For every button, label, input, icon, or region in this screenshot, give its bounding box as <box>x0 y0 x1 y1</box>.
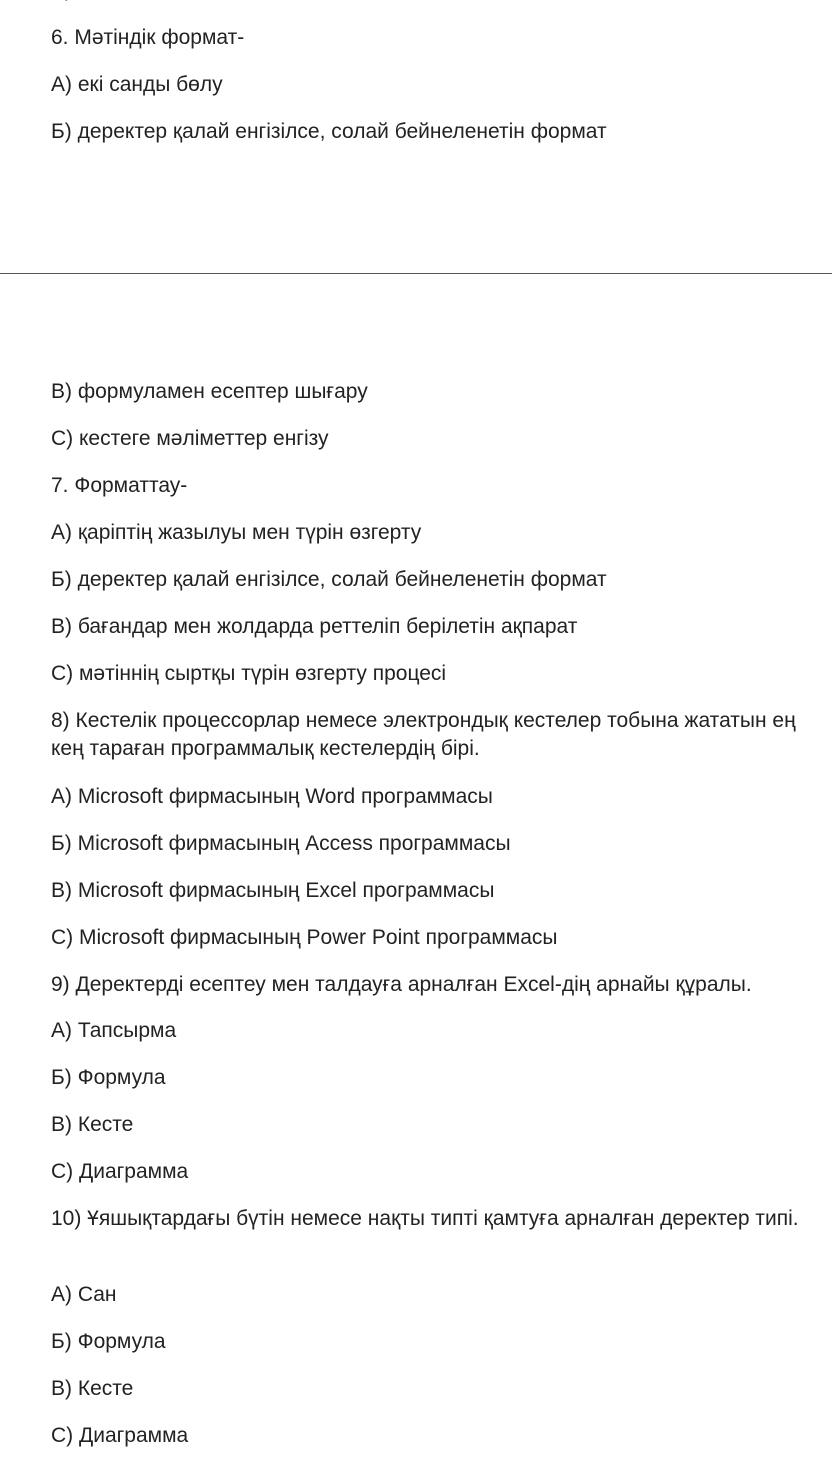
question-7-option-b: Б) деректер қалай енгізілсе, солай бейнеленетін формат <box>51 568 607 591</box>
question-6-option-c: С) кестеге мәліметтер енгізу <box>51 427 329 450</box>
question-10-option-c: С) Диаграмма <box>51 1424 189 1447</box>
question-6-option-a: А) екі санды бөлу <box>51 73 223 96</box>
question-7: 7. Форматтау- <box>51 474 188 497</box>
question-8-option-c: С) Microsoft фирмасының Power Point программасы <box>51 926 558 949</box>
question-10-option-v: В) Кесте <box>51 1377 134 1400</box>
question-6: 6. Мәтіндік формат- <box>51 26 245 49</box>
question-10: 10) Ұяшықтардағы бүтін немесе нақты типті қамтуға арналған деректер типі. <box>51 1207 799 1230</box>
question-9-option-a: А) Тапсырма <box>51 1019 177 1042</box>
question-7-option-a: А) қаріптің жазылуы мен түрін өзгерту <box>51 521 422 544</box>
question-10-option-a: А) Сан <box>51 1283 117 1306</box>
question-9-option-c: С) Диаграмма <box>51 1160 189 1183</box>
question-8-option-b: Б) Microsoft фирмасының Access программасы <box>51 832 511 855</box>
question-8: 8) Кестелік процессорлар немесе электрондық кестелер тобына жататын ең кең тараған программалық кестелердің бірі. <box>51 709 796 760</box>
question-6-option-b: Б) деректер қалай енгізілсе, солай бейнеленетін формат <box>51 120 607 143</box>
question-10-option-b: Б) Формула <box>51 1330 166 1353</box>
question-8-option-v: В) Microsoft фирмасының Excel программасы <box>51 879 495 902</box>
question-9-option-v: В) Кесте <box>51 1113 134 1136</box>
question-9-option-b: Б) Формула <box>51 1066 166 1089</box>
clipped-top-line <box>51 0 95 4</box>
question-9: 9) Деректерді есептеу мен талдауға арналған Excel-дің арнайы құралы. <box>51 973 752 996</box>
question-6-option-v: В) формуламен есептер шығару <box>51 380 368 403</box>
question-7-option-c: С) мәтіннің сыртқы түрін өзгерту процесі <box>51 662 447 685</box>
page-divider <box>0 273 832 274</box>
question-8-option-a: А) Microsoft фирмасының Word программасы <box>51 785 493 808</box>
question-7-option-v: В) бағандар мен жолдарда реттеліп берілетін ақпарат <box>51 615 578 638</box>
